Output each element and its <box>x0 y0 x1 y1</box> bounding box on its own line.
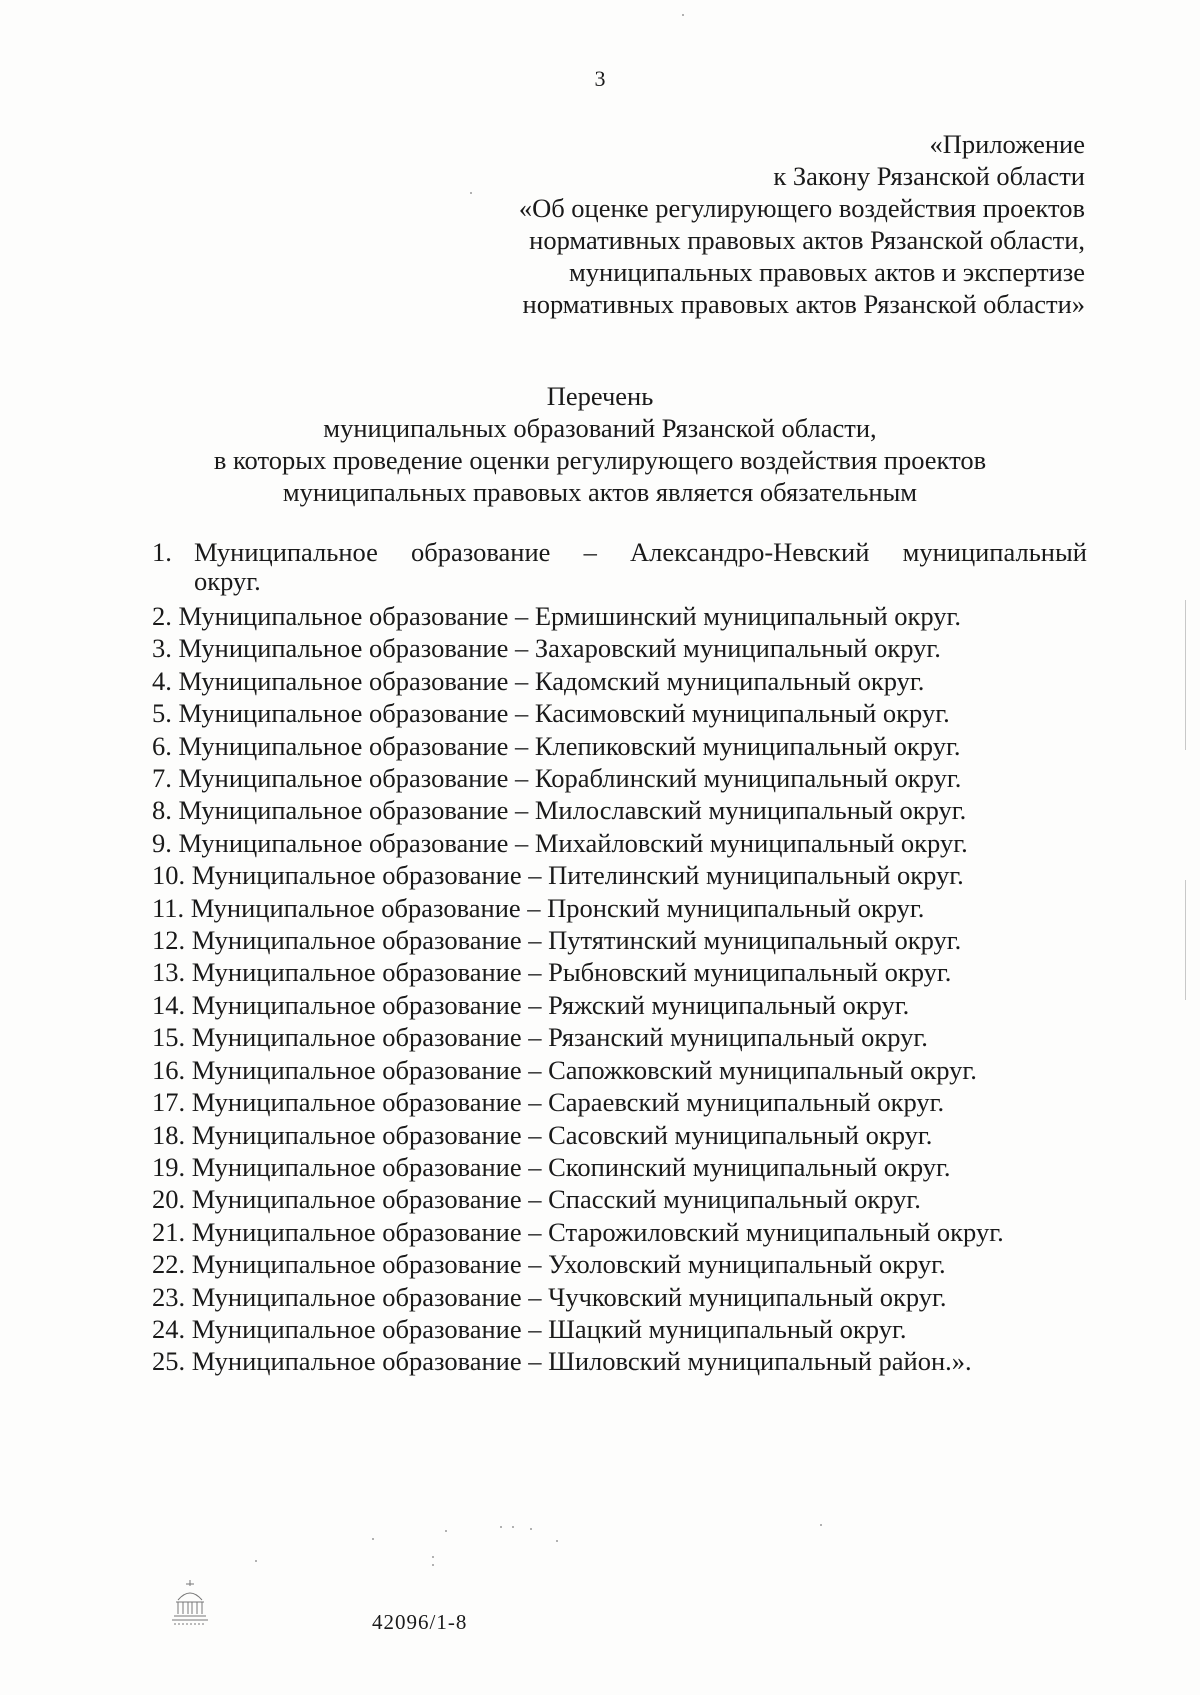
list-item: 19. Муниципальное образование – Скопинский муниципальный округ. <box>152 1151 951 1182</box>
list-item: 3. Муниципальное образование – Захаровский муниципальный округ. <box>152 633 941 664</box>
list-item: 25. Муниципальное образование – Шиловский муниципальный район.». <box>152 1346 972 1377</box>
list-item-continuation: округ. <box>194 566 261 596</box>
printing-house-stamp-icon <box>168 1578 212 1628</box>
list-item: 6. Муниципальное образование – Клепиковский муниципальный округ. <box>152 730 961 761</box>
list-item: 4. Муниципальное образование – Кадомский муниципальный округ. <box>152 665 925 696</box>
list-item: 24. Муниципальное образование – Шацкий муниципальный округ. <box>152 1313 907 1344</box>
title-line: в которых проведение оценки регулирующего воздействия проектов <box>213 445 987 475</box>
list-item: 15. Муниципальное образование – Рязанский муниципальный округ. <box>152 1022 928 1053</box>
list-item-text <box>194 538 1087 596</box>
page-number: 3 <box>594 66 606 91</box>
appendix-line: к Закону Рязанской области <box>773 161 1085 191</box>
list-item-word: – <box>583 537 597 567</box>
appendix-line: «Об оценке регулирующего воздействия проектов <box>518 193 1085 223</box>
list-item: 8. Муниципальное образование – Милославский муниципальный округ. <box>152 795 967 826</box>
list-item: 11. Муниципальное образование – Пронский муниципальный округ. <box>152 892 925 923</box>
list-item: 18. Муниципальное образование – Сасовский муниципальный округ. <box>152 1119 933 1150</box>
list-item-word: образование <box>411 537 551 567</box>
appendix-line: нормативных правовых актов Рязанской области, <box>529 225 1085 255</box>
list-item: 22. Муниципальное образование – Ухоловский муниципальный округ. <box>152 1249 946 1280</box>
list-item: 9. Муниципальное образование – Михайловский муниципальный округ. <box>152 827 968 858</box>
list-item: 12. Муниципальное образование – Путятинский муниципальный округ. <box>152 925 962 956</box>
appendix-line: «Приложение <box>929 129 1085 159</box>
list-item: 21. Муниципальное образование – Старожиловский муниципальный округ. <box>152 1216 1004 1247</box>
title-line: муниципальных правовых актов является обязательным <box>282 477 918 507</box>
appendix-header <box>385 128 1085 320</box>
list-item: 5. Муниципальное образование – Касимовский муниципальный округ. <box>152 698 950 729</box>
municipality-list <box>152 538 1087 1378</box>
appendix-line: муниципальных правовых актов и экспертизе <box>569 257 1085 287</box>
list-item-word: Муниципальное <box>194 537 378 567</box>
scan-edge-mark <box>1185 600 1186 750</box>
document-code: 42096/1-8 <box>372 1610 468 1634</box>
document-title <box>0 380 1200 508</box>
list-item: 13. Муниципальное образование – Рыбновский муниципальный округ. <box>152 957 952 988</box>
title-line: Перечень <box>546 381 654 411</box>
list-item-word: муниципальный <box>902 537 1087 567</box>
list-item: 10. Муниципальное образование – Пителинский муниципальный округ. <box>152 860 964 891</box>
list-item: 14. Муниципальное образование – Ряжский муниципальный округ. <box>152 989 910 1020</box>
title-line: муниципальных образований Рязанской области, <box>323 413 877 443</box>
list-item <box>152 538 1087 596</box>
scan-edge-mark <box>1185 880 1186 1000</box>
list-item: 17. Муниципальное образование – Сараевский муниципальный округ. <box>152 1087 945 1118</box>
list-item-number: 1. <box>152 537 172 567</box>
list-item: 2. Муниципальное образование – Ермишинский муниципальный округ. <box>152 601 962 631</box>
list-item: 7. Муниципальное образование – Кораблинский муниципальный округ. <box>152 763 962 794</box>
list-item: 16. Муниципальное образование – Сапожковский муниципальный округ. <box>152 1054 977 1085</box>
appendix-line: нормативных правовых актов Рязанской области» <box>522 289 1085 319</box>
list-item-word: Александро-Невский <box>629 537 870 567</box>
list-item: 20. Муниципальное образование – Спасский муниципальный округ. <box>152 1184 921 1215</box>
list-item: 23. Муниципальное образование – Чучковский муниципальный округ. <box>152 1281 947 1312</box>
